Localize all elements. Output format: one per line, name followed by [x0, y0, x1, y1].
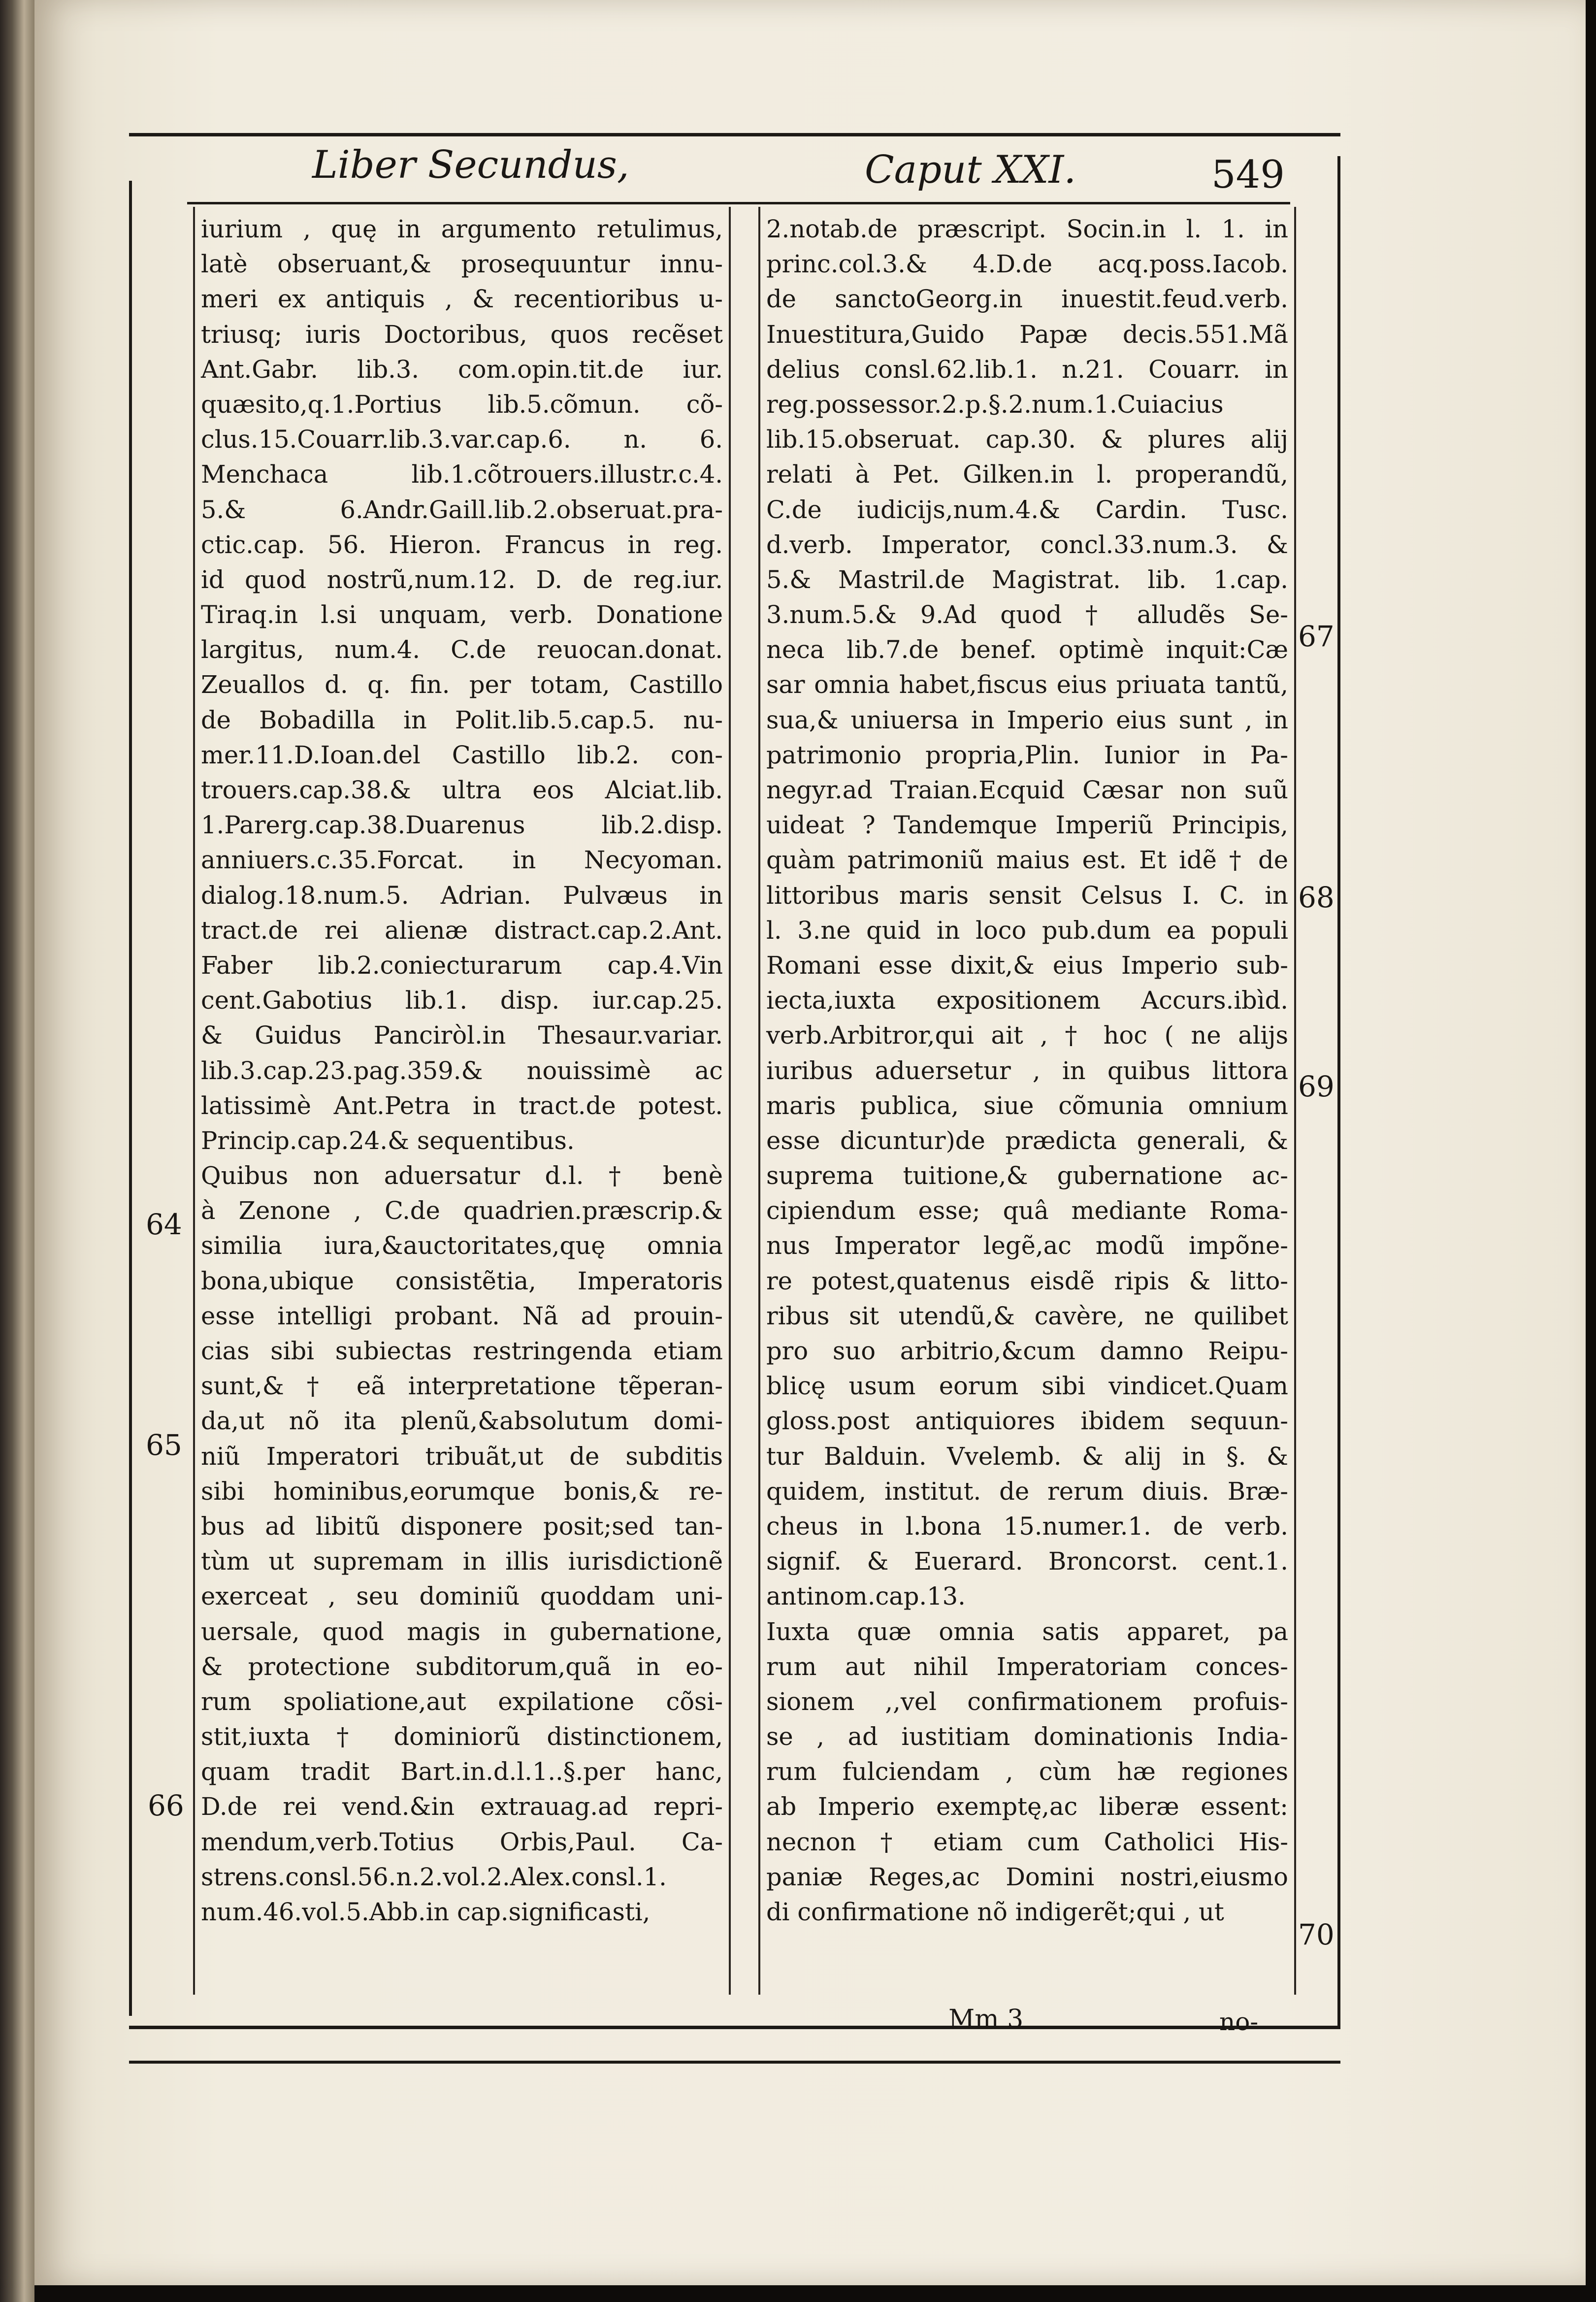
margin-number-69: 69	[1298, 1070, 1335, 1103]
text-line: suprema tuitione,& gubernatione ac-	[766, 1161, 1288, 1190]
page-number: 549	[1211, 153, 1285, 197]
text-line: 1.Parerg.cap.38.Duarenus lib.2.disp.	[201, 811, 723, 840]
text-line: latè obseruant,& prosequuntur innu-	[201, 250, 723, 279]
adjacent-page-edge	[0, 0, 34, 2302]
text-line: l. 3.ne quid in loco pub.dum ea populi	[766, 916, 1288, 945]
header-rule	[187, 202, 1290, 204]
text-line: esse dicuntur)de prædicta generali, &	[766, 1126, 1288, 1155]
text-line: quàm patrimoniũ maius est. Et idẽ † de	[766, 846, 1288, 875]
running-head-book: Liber Secundus,	[312, 143, 629, 187]
margin-number-70: 70	[1298, 1918, 1335, 1951]
text-line: lib.3.cap.23.pag.359.& nouissimè ac	[201, 1056, 723, 1085]
text-line: tur Balduin. Vvelemb. & alij in §. &	[766, 1442, 1288, 1471]
text-line: maris publica, siue cõmunia omnium	[766, 1091, 1288, 1120]
text-line: quam tradit Bart.in.d.l.1..§.per hanc,	[201, 1757, 723, 1786]
text-line: neca lib.7.de benef. optimè inquit:Cæ	[766, 635, 1288, 664]
text-line: C.de iudicijs,num.4.& Cardin. Tusc.	[766, 495, 1288, 524]
text-line: relati à Pet. Gilken.in l. properandũ,	[766, 460, 1288, 489]
margin-number-66: 66	[148, 1789, 184, 1822]
text-line: Faber lib.2.coniecturarum cap.4.Vin	[201, 951, 723, 980]
text-line: iecta,iuxta expositionem Accurs.ibìd.	[766, 986, 1288, 1015]
text-line: niũ Imperatori tribuãt,ut de subditis	[201, 1442, 723, 1471]
text-line: littoribus maris sensit Celsus I. C. in	[766, 881, 1288, 910]
text-line: meri ex antiquis , & recentioribus u-	[201, 285, 723, 314]
text-line: mendum,verb.Totius Orbis,Paul. Ca-	[201, 1827, 723, 1856]
catchword: no-	[1219, 2007, 1259, 2036]
text-line: sionem ,,vel confirmationem profuis-	[766, 1687, 1288, 1716]
text-line: esse intelligi probant. Nã ad prouin-	[201, 1301, 723, 1330]
text-line: Iuxta quæ omnia satis apparet, pa	[766, 1617, 1288, 1646]
text-line: uideat ? Tandemque Imperiũ Principis,	[766, 811, 1288, 840]
text-line: 5.& Mastril.de Magistrat. lib. 1.cap.	[766, 565, 1288, 594]
text-line: rum fulciendam , cùm hæ regiones	[766, 1757, 1288, 1786]
text-line: ctic.cap. 56. Hieron. Francus in reg.	[201, 530, 723, 559]
text-line: d.verb. Imperator, concl.33.num.3. &	[766, 530, 1288, 559]
running-head-chapter: Caput XXI.	[865, 148, 1076, 192]
text-line: quæsito,q.1.Portius lib.5.cõmun. cõ-	[201, 390, 723, 419]
text-line: clus.15.Couarr.lib.3.var.cap.6. n. 6.	[201, 425, 723, 454]
text-line: cipiendum esse; quâ mediante Roma-	[766, 1196, 1288, 1225]
text-line: sunt,& † eã interpretatione tẽperan-	[201, 1372, 723, 1401]
frame-left-rule	[129, 181, 132, 2016]
text-line: negyr.ad Traian.Ecquid Cæsar non suũ	[766, 776, 1288, 804]
text-line: bona,ubique consistẽtia, Imperatoris	[201, 1266, 723, 1295]
text-line: mer.11.D.Ioan.del Castillo lib.2. con-	[201, 740, 723, 769]
text-line: largitus, num.4. C.de reuocan.donat.	[201, 635, 723, 664]
right-text-column	[758, 207, 1296, 1995]
text-line: tùm ut supremam in illis iurisdictionẽ	[201, 1547, 723, 1576]
text-line: Menchaca lib.1.cõtrouers.illustr.c.4.	[201, 460, 723, 489]
text-line: exerceat , seu dominiũ quoddam uni-	[201, 1582, 723, 1611]
text-line: strens.consl.56.n.2.vol.2.Alex.consl.1.	[201, 1862, 667, 1891]
text-line: da,ut nõ ita plenũ,&absolutum domi-	[201, 1407, 723, 1436]
text-line: princ.col.3.& 4.D.de acq.poss.Iacob.	[766, 250, 1288, 279]
text-line: iuribus aduersetur , in quibus littora	[766, 1056, 1288, 1085]
text-line: & protectione subditorum,quã in eo-	[201, 1652, 723, 1681]
margin-number-68: 68	[1298, 881, 1335, 914]
text-line: Zeuallos d. q. fin. per totam, Castillo	[201, 670, 723, 699]
text-line: tract.de rei alienæ distract.cap.2.Ant.	[201, 916, 723, 945]
text-line: verb.Arbitror,qui ait , † hoc ( ne alijs	[766, 1021, 1288, 1050]
text-line: cheus in l.bona 15.numer.1. de verb.	[766, 1512, 1288, 1541]
footer-rule	[129, 2061, 1340, 2064]
text-line: iurium , quę in argumento retulimus,	[201, 215, 723, 243]
text-line: id quod nostrũ,num.12. D. de reg.iur.	[201, 565, 723, 594]
text-line: à Zenone , C.de quadrien.præscrip.&	[201, 1196, 723, 1225]
text-line: necnon † etiam cum Catholici His-	[766, 1827, 1288, 1856]
text-line: de Bobadilla in Polit.lib.5.cap.5. nu-	[201, 705, 723, 734]
text-line: trouers.cap.38.& ultra eos Alciat.lib.	[201, 776, 723, 804]
margin-number-65: 65	[146, 1428, 182, 1462]
text-line: blicę usum eorum sibi vindicet.Quam	[766, 1372, 1288, 1401]
text-line: lib.15.obseruat. cap.30. & plures alij	[766, 425, 1288, 454]
text-line: delius consl.62.lib.1. n.21. Couarr. in	[766, 355, 1288, 384]
text-line: sua,& uniuersa in Imperio eius sunt , in	[766, 705, 1288, 734]
text-line: sibi hominibus,eorumque bonis,& re-	[201, 1477, 723, 1506]
text-line: sar omnia habet,fiscus eius priuata tantũ,	[766, 670, 1288, 699]
signature-mark: Mm 3	[948, 2005, 1024, 2034]
text-line: cent.Gabotius lib.1. disp. iur.cap.25.	[201, 986, 723, 1015]
text-line: di confirmatione nõ indigerẽt;qui , ut	[766, 1898, 1224, 1926]
text-line: Quibus non aduersatur d.l. † benè	[201, 1161, 723, 1190]
text-line: Princip.cap.24.& sequentibus.	[201, 1126, 575, 1155]
text-line: se , ad iustitiam dominationis India-	[766, 1722, 1288, 1751]
text-line: num.46.vol.5.Abb.in cap.significasti,	[201, 1898, 651, 1926]
text-line: anniuers.c.35.Forcat. in Necyoman.	[201, 846, 723, 875]
text-line: reg.possessor.2.p.§.2.num.1.Cuiacius	[766, 390, 1224, 419]
text-line: dialog.18.num.5. Adrian. Pulvæus in	[201, 881, 723, 910]
margin-number-67: 67	[1298, 620, 1335, 653]
text-line: triusq; iuris Doctoribus, quos recẽset	[201, 320, 723, 349]
margin-number-64: 64	[146, 1208, 182, 1241]
text-line: & Guidus Panciròl.in Thesaur.variar.	[201, 1021, 723, 1050]
text-line: pro suo arbitrio,&cum damno Reipu-	[766, 1337, 1288, 1365]
text-line: Inuestitura,Guido Papæ decis.551.Mã	[766, 320, 1288, 349]
text-line: 2.notab.de præscript. Socin.in l. 1. in	[766, 215, 1288, 243]
text-line: nus Imperator legẽ,ac modũ impõne-	[766, 1231, 1288, 1260]
text-line: signif. & Euerard. Broncorst. cent.1.	[766, 1547, 1288, 1576]
text-line: uersale, quod magis in gubernatione,	[201, 1617, 723, 1646]
text-line: ribus sit utendũ,& cavère, ne quilibet	[766, 1301, 1288, 1330]
text-line: 3.num.5.& 9.Ad quod † alludẽs Se-	[766, 600, 1288, 629]
text-line: patrimonio propria,Plin. Iunior in Pa-	[766, 740, 1288, 769]
text-line: rum spoliatione,aut expilatione cõsi-	[201, 1687, 723, 1716]
text-line: ab Imperio exemptę,ac liberæ essent:	[766, 1792, 1288, 1821]
text-line: cias sibi subiectas restringenda etiam	[201, 1337, 723, 1365]
text-line: quidem, institut. de rerum diuis. Bræ-	[766, 1477, 1288, 1506]
text-line: Romani esse dixit,& eius Imperio sub-	[766, 951, 1288, 980]
text-line: stit,iuxta † dominiorũ distinctionem,	[201, 1722, 723, 1751]
text-line: bus ad libitũ disponere posit;sed tan-	[201, 1512, 723, 1541]
text-line: re potest,quatenus eisdẽ ripis & litto-	[766, 1266, 1288, 1295]
text-line: 5.& 6.Andr.Gaill.lib.2.obseruat.pra-	[201, 495, 723, 524]
text-line: de sanctoGeorg.in inuestit.feud.verb.	[766, 285, 1288, 314]
text-line: antinom.cap.13.	[766, 1582, 966, 1611]
left-text-column	[193, 207, 731, 1995]
text-line: paniæ Reges,ac Domini nostri,eiusmo	[766, 1862, 1288, 1891]
text-line: gloss.post antiquiores ibidem sequun-	[766, 1407, 1288, 1436]
text-line: D.de rei vend.&in extrauag.ad repri-	[201, 1792, 723, 1821]
text-line: similia iura,&auctoritates,quę omnia	[201, 1231, 723, 1260]
text-line: Tiraq.in l.si unquam, verb. Donatione	[201, 600, 723, 629]
frame-right-rule	[1337, 156, 1340, 2026]
text-line: Ant.Gabr. lib.3. com.opin.tit.de iur.	[201, 355, 723, 384]
text-line: rum aut nihil Imperatoriam conces-	[766, 1652, 1288, 1681]
text-line: latissimè Ant.Petra in tract.de potest.	[201, 1091, 723, 1120]
